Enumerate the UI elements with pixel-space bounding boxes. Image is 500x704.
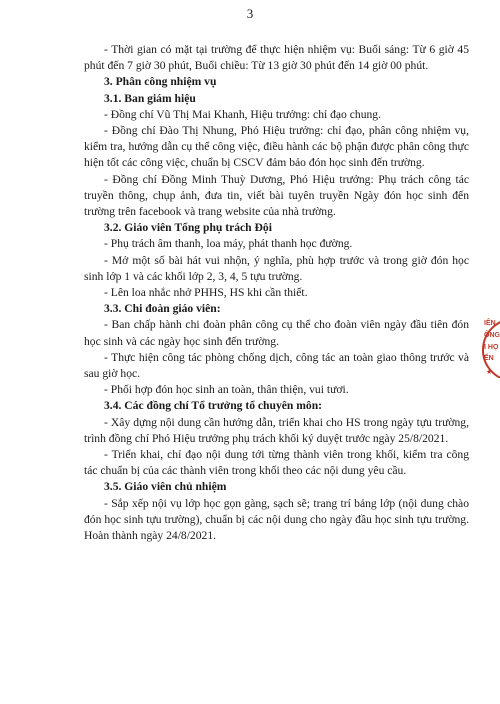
heading-3-4: 3.4. Các đồng chí Tổ trưởng tổ chuyên môn: (104, 399, 322, 413)
seal-text-2: ÔNG (484, 332, 500, 339)
document-body (84, 42, 469, 544)
heading-3-1: 3.1. Ban giám hiệu (104, 91, 196, 105)
heading-3-2: 3.2. Giáo viên Tổng phụ trách Đội (104, 221, 272, 235)
paragraph-vice-principal-2: - Đồng chí Đồng Minh Thuỳ Dương, Phó Hiệu trưởng: Phụ trách công tác truyền thông, chụp ảnh, đưa tin, viết bài tuyên truyền Ngày đón học sinh đến trường trên facebook và trang website của nhà trường. (84, 172, 469, 219)
paragraph-safety: - Thực hiện công tác phòng chống dịch, công tác an toàn giao thông trước và sau giờ học. (84, 350, 469, 381)
heading-3-5: 3.5. Giáo viên chủ nhiệm (104, 480, 227, 494)
heading-3-3: 3.3. Chi đoàn giáo viên: (104, 302, 221, 316)
paragraph-schedule: - Thời gian có mặt tại trường để thực hiện nhiệm vụ: Buổi sáng: Từ 6 giờ 45 phút đến 7 giờ 30 phút, Buổi chiều: Từ 13 giờ 30 phút đến 14 giờ 00 phút. (84, 43, 469, 73)
seal-text-4: ẾN (484, 355, 494, 362)
paragraph-homeroom: - Sắp xếp nội vụ lớp học gọn gàng, sạch sẽ; trang trí bảng lớp (nội dung chào đón học sinh tựu trường), chuẩn bị các nội dung cho ngày đầu học sinh tựu trường. Hoàn thành ngày 24/8/2021. (84, 496, 469, 543)
paragraph-content-build: - Xây dựng nội dung cần hướng dẫn, triển khai cho HS trong ngày tựu trường, trình đồng chí Phó Hiệu trưởng phụ trách khối ký duyệt trước ngày 25/8/2021. (84, 415, 469, 445)
paragraph-sound: - Phụ trách âm thanh, loa máy, phát thanh học đường. (104, 237, 353, 251)
paragraph-principal: - Đồng chí Vũ Thị Mai Khanh, Hiệu trưởng: chỉ đạo chung. (104, 107, 381, 121)
paragraph-youth-union: - Ban chấp hành chi đoàn phân công cụ thể cho đoàn viên ngày đầu tiên đón học sinh và các ngày học sinh đến trường. (84, 318, 469, 348)
seal-text-3: I HỌ (484, 344, 499, 351)
heading-section-3: 3. Phân công nhiệm vụ (104, 75, 217, 89)
page-number: 3 (246, 6, 254, 21)
paragraph-music: - Mở một số bài hát vui nhộn, ý nghĩa, phù hợp trước và trong giờ đón học sinh lớp 1 và các khối lớp 2, 3, 4, 5 tựu trường. (84, 253, 469, 283)
paragraph-deploy: - Triển khai, chỉ đạo nội dung tới từng thành viên trong khối, kiểm tra công tác chuẩn bị của các thành viên trong khối theo các nội dung yêu cầu. (84, 448, 469, 478)
red-seal-stamp (482, 318, 500, 378)
paragraph-announce: - Lên loa nhắc nhở PHHS, HS khi cần thiết. (104, 286, 308, 300)
paragraph-welcome: - Phối hợp đón học sinh an toàn, thân thiện, vui tươi. (104, 383, 349, 397)
paragraph-vice-principal-1: - Đồng chí Đào Thị Nhung, Phó Hiệu trưởng: chỉ đạo, phân công nhiệm vụ, kiểm tra, hướng dẫn cụ thể công việc, điều hành các bộ phận được phân công thực hiện tốt các công việc, chuẩn bị CSCV đảm bảo đón học sinh đến trường. (84, 124, 469, 170)
seal-text-1: IÊN (484, 320, 496, 327)
seal-star-icon: ★ (486, 368, 493, 376)
